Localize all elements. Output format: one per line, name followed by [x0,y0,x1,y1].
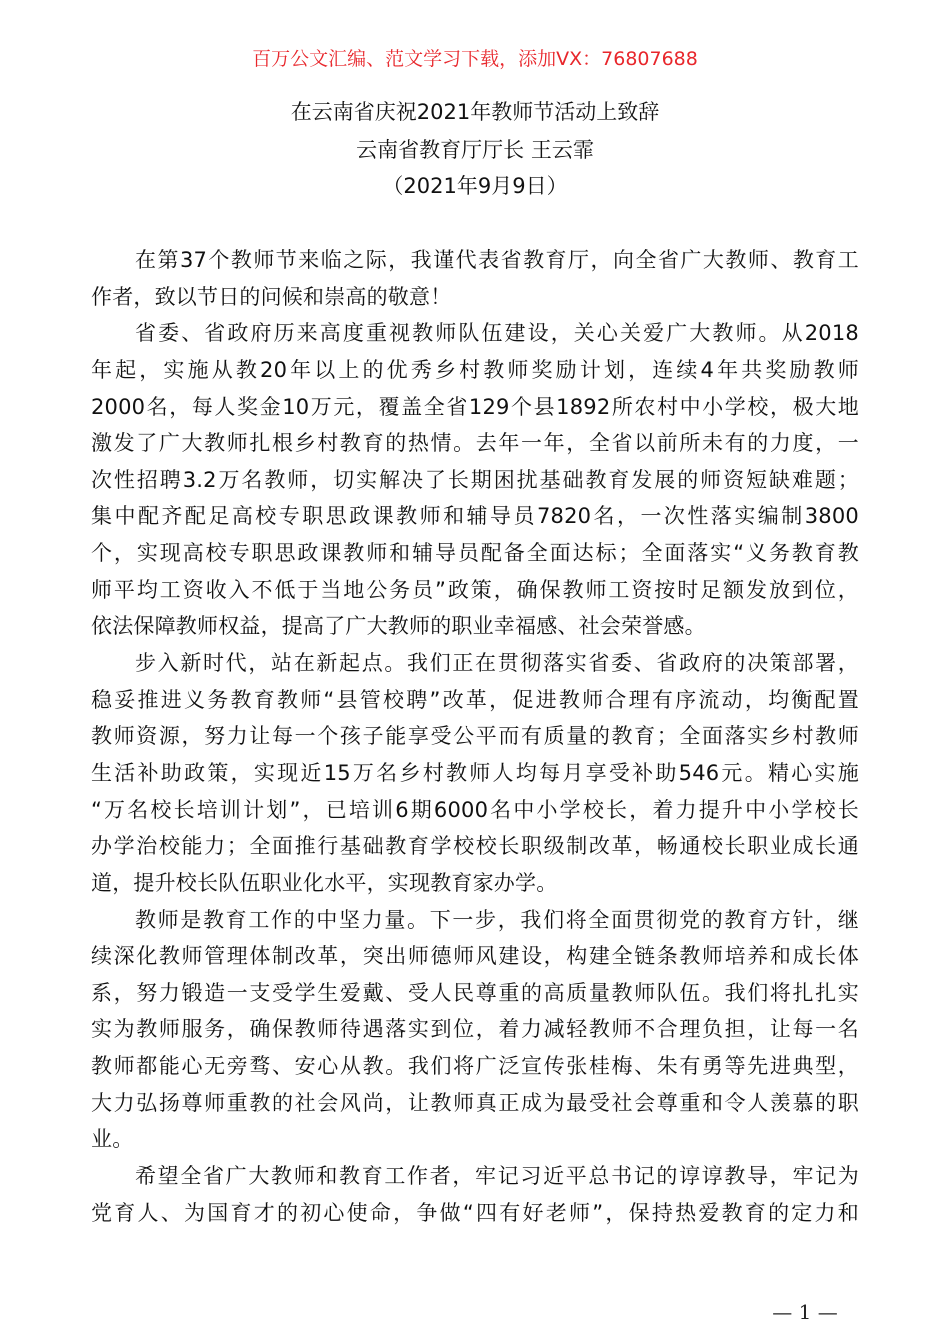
paragraph-line: 大力弘扬尊师重教的社会风尚，让教师真正成为最受社会尊重和令人羡慕的职 [91,1090,859,1115]
paragraph-line: 办学治校能力；全面推行基础教育学校校长职级制改革，畅通校长职业成长通 [91,834,859,859]
paragraph-line: 教师资源，努力让每一个孩子能享受公平而有质量的教育；全面落实乡村教师 [91,724,859,749]
paragraph [91,315,859,645]
paragraph [91,902,859,1158]
paragraph-line: 年起，实施从教20年以上的优秀乡村教师奖励计划，连续4年共奖励教师 [91,357,859,382]
paragraph-line: 作者，致以节日的问候和崇高的敬意！ [91,284,452,309]
paragraph-line: 集中配齐配足高校专职思政课教师和辅导员7820名，一次性落实编制3800 [91,504,859,529]
paragraph-line: 实为教师服务，确保教师待遇落实到位，着力减轻教师不合理负担，让每一名 [91,1017,859,1042]
paragraph-line: 依法保障教师权益，提高了广大教师的职业幸福感、社会荣誉感。 [91,614,706,639]
paragraph-line: 次性招聘3.2万名教师，切实解决了长期困扰基础教育发展的师资短缺难题； [91,467,859,492]
page-number: — 1 — [772,1300,838,1324]
paragraph-line: 教师是教育工作的中坚力量。下一步，我们将全面贯彻党的教育方针，继 [135,907,859,932]
document-date: （2021年9月9日） [382,174,568,198]
paragraph-line: 党育人、为国育才的初心使命，争做“四有好老师”，保持热爱教育的定力和 [91,1200,859,1225]
paragraph-line: 师平均工资收入不低于当地公务员”政策，确保教师工资按时足额发放到位， [91,577,859,602]
paragraph-line: 道，提升校长队伍职业化水平，实现教育家办学。 [91,870,558,895]
document-author: 云南省教育厅厅长 王云霏 [356,138,594,162]
paragraph-line: 稳妥推进义务教育教师“县管校聘”改革，促进教师合理有序流动，均衡配置 [91,687,859,712]
paragraph-line: 系，努力锻造一支受学生爱戴、受人民尊重的高质量教师队伍。我们将扎扎实 [91,980,859,1005]
download-banner: 百万公文汇编、范文学习下载，添加VX：76807688 [252,48,698,70]
paragraph-line: 在第37个教师节来临之际，我谨代表省教育厅，向全省广大教师、教育工 [135,248,859,272]
paragraph-line: 激发了广大教师扎根乡村教育的热情。去年一年，全省以前所未有的力度，一 [91,431,859,456]
paragraph-line: “万名校长培训计划”，已培训6期6000名中小学校长，着力提升中小学校长 [91,797,859,822]
paragraph-line: 步入新时代，站在新起点。我们正在贯彻落实省委、省政府的决策部署， [135,651,859,676]
paragraph [91,242,859,315]
paragraph [91,1158,859,1231]
paragraph [91,645,859,901]
paragraph-line: 省委、省政府历来高度重视教师队伍建设，关心关爱广大教师。从2018 [135,321,859,346]
paragraph-line: 希望全省广大教师和教育工作者，牢记习近平总书记的谆谆教导，牢记为 [135,1164,859,1189]
document-body [91,242,859,1231]
paragraph-line: 个，实现高校专职思政课教师和辅导员配备全面达标；全面落实“义务教育教 [91,541,859,566]
paragraph-line: 业。 [91,1127,134,1152]
paragraph-line: 教师都能心无旁骛、安心从教。我们将广泛宣传张桂梅、朱有勇等先进典型， [91,1054,859,1079]
paragraph-line: 生活补助政策，实现近15万名乡村教师人均每月享受补助546元。精心实施 [91,760,859,785]
paragraph-line: 2000名，每人奖金10万元，覆盖全省129个县1892所农村中小学校，极大地 [91,394,859,419]
paragraph-line: 续深化教师管理体制改革，突出师德师风建设，构建全链条教师培养和成长体 [91,944,859,969]
document-title: 在云南省庆祝2021年教师节活动上致辞 [290,100,660,124]
